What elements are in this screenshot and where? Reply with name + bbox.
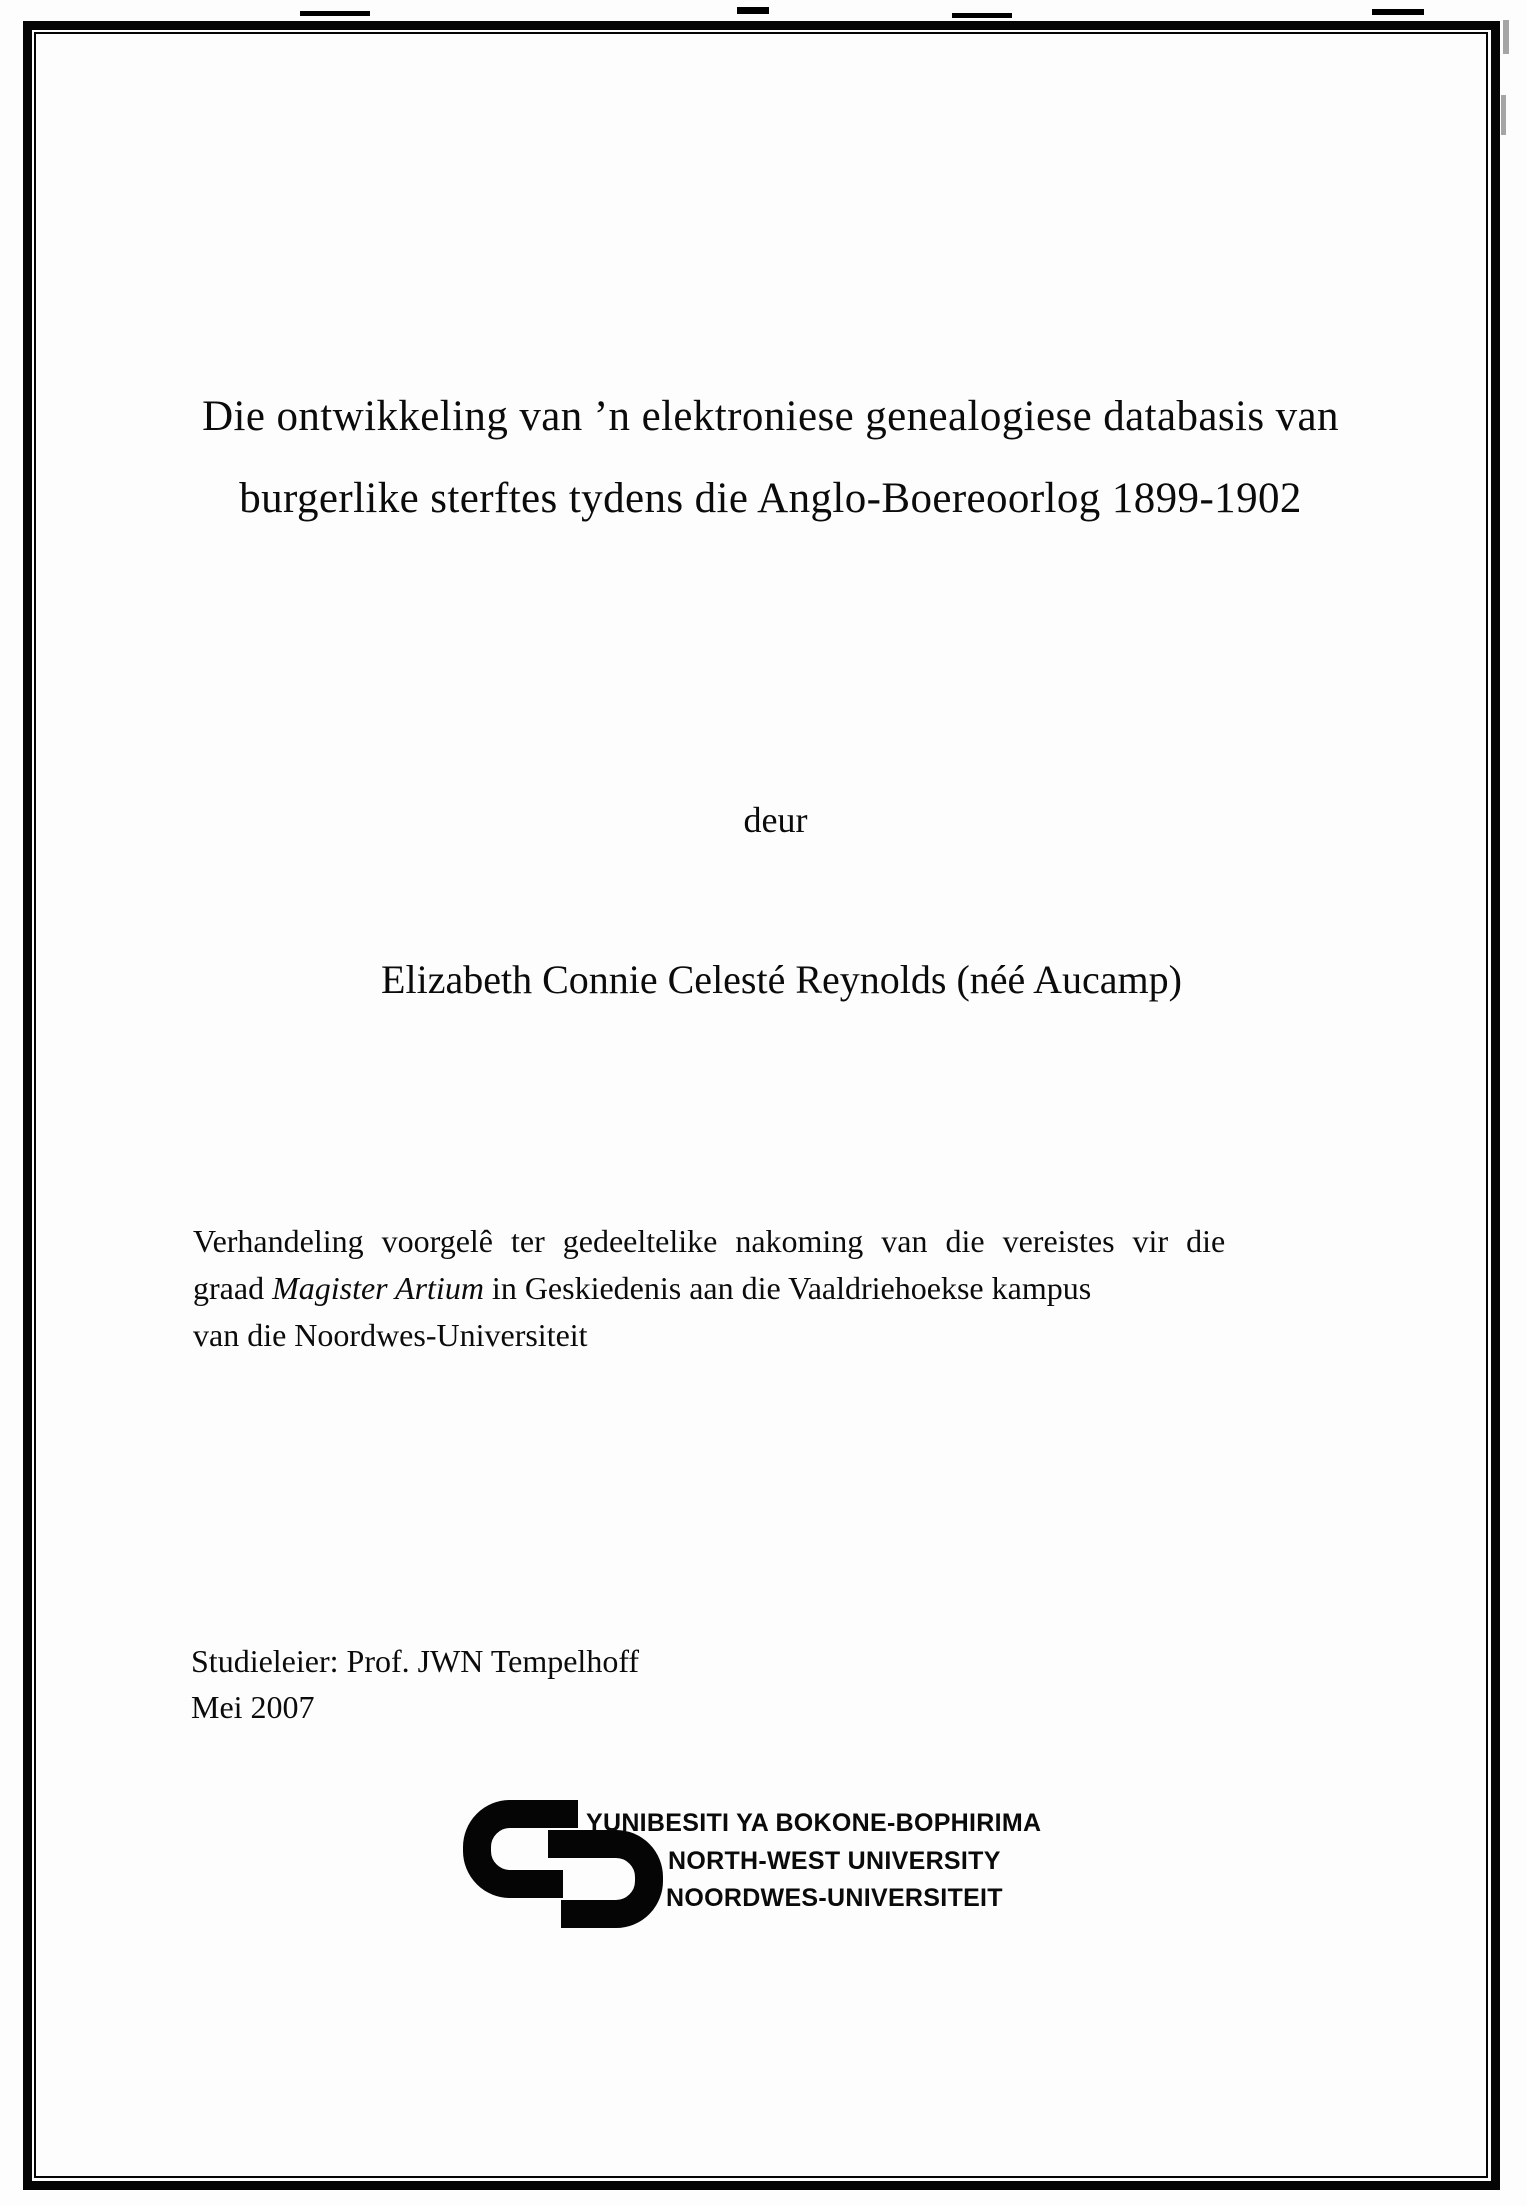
degree-declaration [193,1218,1368,1359]
scan-speck [952,13,1012,18]
scan-speck [300,11,370,16]
declaration-line3: van die Noordwes-Universiteit [193,1317,588,1353]
declaration-line2-post: in Geskiedenis aan die Vaaldriehoekse kampus [483,1270,1092,1306]
scan-speck [1372,9,1424,15]
supervisor-line: Studieleier: Prof. JWN Tempelhoff [191,1643,640,1679]
logo-text-afrikaans: NOORDWES-UNIVERSITEIT [666,1884,1003,1912]
author-name: Elizabeth Connie Celesté Reynolds (néé Aucamp) [381,957,1182,1002]
logo-text-setswana: YUNIBESITI YA BOKONE-BOPHIRIMA [586,1809,1042,1837]
scan-speck [1503,20,1509,54]
supervisor-block [191,1638,639,1730]
scan-speck [737,7,769,14]
scan-speck [1501,95,1506,135]
thesis-title-line2: burgerlike sterftes tydens die Anglo-Boereoorlog 1899-1902 [239,475,1302,522]
declaration-line2 [193,1265,1368,1312]
thesis-title-line1: Die ontwikkeling van ’n elektroniese genealogiese databasis van [202,393,1339,440]
byline-deur: deur [743,800,808,840]
date-line: Mei 2007 [191,1689,315,1725]
declaration-line1: Verhandeling voorgelê ter gedeeltelike nakoming van die vereistes vir die [193,1223,1226,1259]
degree-name-italic: Magister Artium [272,1270,484,1306]
logo-text-english: NORTH-WEST UNIVERSITY [668,1847,1001,1875]
thesis-title [14,376,1527,540]
declaration-line2-pre: graad [193,1270,273,1306]
